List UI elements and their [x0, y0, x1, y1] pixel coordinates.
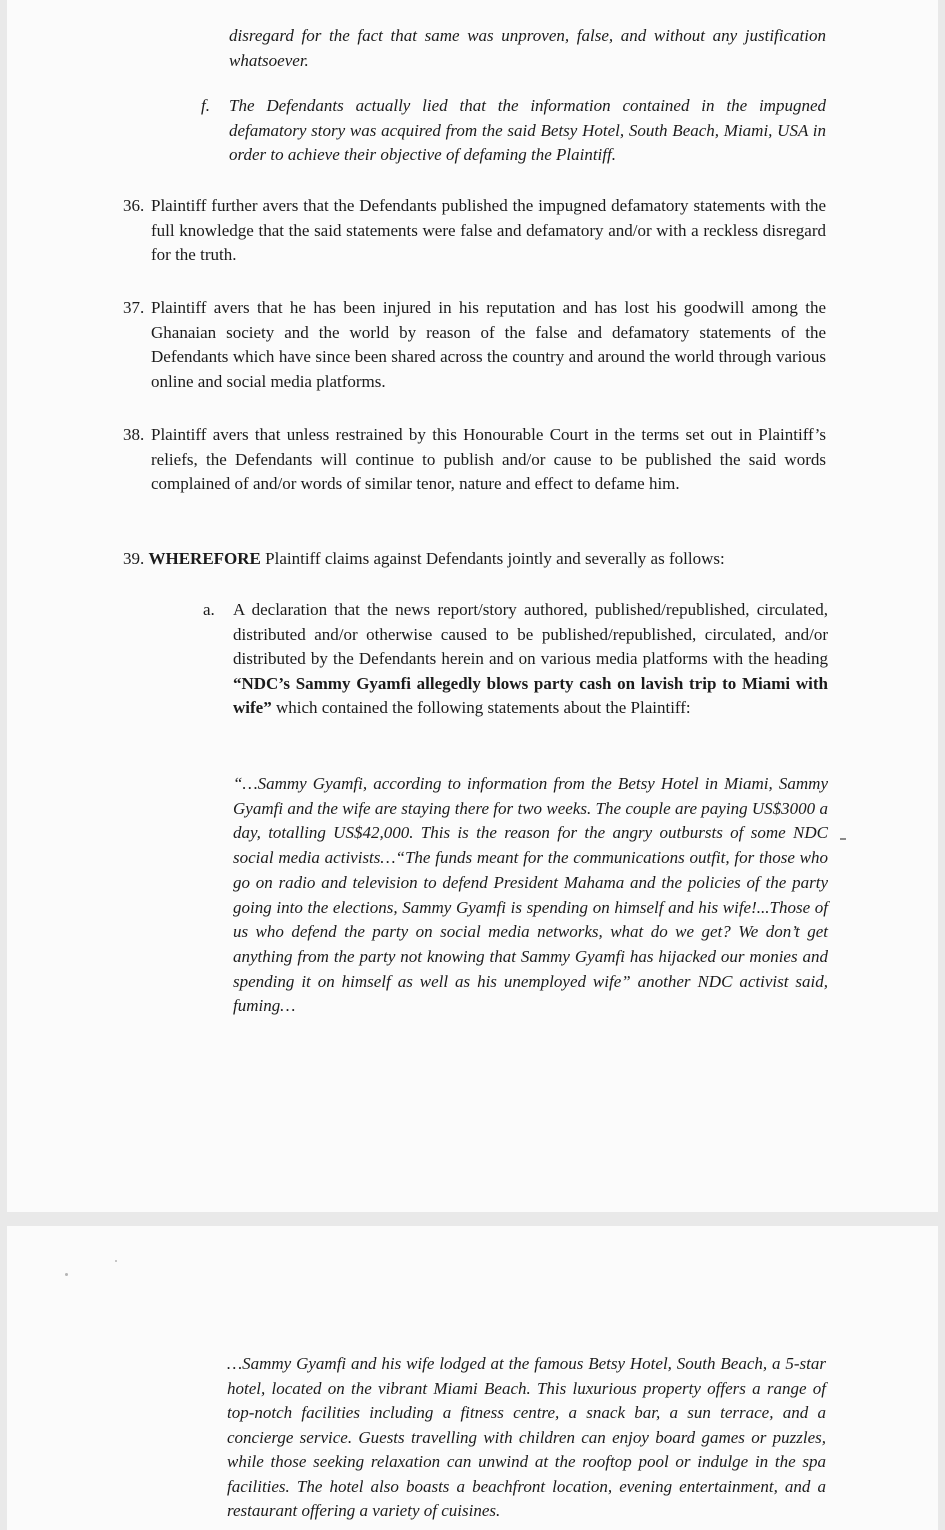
scan-speck: [115, 1260, 117, 1262]
sub-item-a-heading: “NDC’s Sammy Gyamfi allegedly blows party cash on lavish trip to Miami with wife”: [233, 673, 828, 717]
paragraph-36: [123, 194, 826, 268]
hotel-excerpt: [227, 1352, 826, 1524]
sub-item-a: [203, 598, 828, 721]
paragraph-38: [123, 423, 826, 497]
sub-item-f: [197, 94, 826, 168]
scan-speck: [65, 1273, 68, 1276]
continuation-text: [229, 24, 826, 73]
document-page-2: [7, 1226, 938, 1530]
sub-item-a-marker: a.: [203, 600, 215, 619]
paragraph-38-text: Plaintiff avers that unless restrained by this Honourable Court in the terms set out in Plaintiff’s reliefs, the Defendants will continue to publish and/or cause to be published the said words complained of and/or words of similar tenor, nature and effect to defame him.: [151, 425, 826, 493]
paragraph-39-number: 39.: [123, 549, 145, 568]
quoted-excerpt-text: “…Sammy Gyamfi, according to information from the Betsy Hotel in Miami, Sammy Gyamfi and the wife are staying there for two weeks. The couple are paying US$3000 a day, totalling US$42,000. This is the reason for the angry outbursts of some NDC social media activists…“The funds meant for the communications outfit, for those who go on radio and television to defend President Mahama and the policies of the party going into the elections, Sammy Gyamfi is spending on himself and his wife!...Those of us who defend the party on social media networks, what do we get? We don’t get anything from the party not knowing that Sammy Gyamfi has hijacked our monies and spending it on himself as well as his unemployed wife” another NDC activist said, fuming…: [233, 774, 828, 1016]
paragraph-37: [123, 296, 826, 394]
sub-item-f-text: The Defendants actually lied that the information contained in the impugned defamatory story was acquired from the said Betsy Hotel, South Beach, Miami, USA in order to achieve their objective of defaming the Plaintiff.: [229, 96, 826, 164]
sub-item-f-marker: f.: [201, 96, 210, 115]
quoted-excerpt: [233, 772, 828, 1019]
paragraph-36-number: 36.: [123, 196, 145, 215]
paragraph-37-number: 37.: [123, 298, 145, 317]
paragraph-39-lead: WHEREFORE: [148, 549, 261, 568]
paragraph-38-number: 38.: [123, 425, 145, 444]
sub-item-a-text-before: A declaration that the news report/story authored, published/republished, circulated, distributed and/or otherwise caused to be published/republished, circulated, and/or distributed by the Defendants herein and on various media platforms with the heading: [233, 600, 828, 668]
sub-item-a-text-after: which contained the following statements about the Plaintiff:: [275, 698, 691, 717]
paragraph-39: [123, 547, 826, 572]
document-page-1: [7, 0, 938, 1212]
paragraph-39-text: Plaintiff claims against Defendants jointly and severally as follows:: [265, 549, 725, 568]
scan-mark: [840, 838, 846, 840]
continuation-text-content: disregard for the fact that same was unproven, false, and without any justification whatsoever.: [229, 26, 826, 70]
sub-item-a-body: [233, 598, 828, 721]
hotel-excerpt-text: …Sammy Gyamfi and his wife lodged at the famous Betsy Hotel, South Beach, a 5-star hotel, located on the vibrant Miami Beach. This luxurious property offers a range of top-notch facilities including a fitness centre, a snack bar, a sun terrace, and a concierge service. Guests travelling with children can enjoy board games or puzzles, while those seeking relaxation can unwind at the rooftop pool or indulge in the spa facilities. The hotel also boasts a beachfront location, evening entertainment, and a restaurant offering a variety of cuisines.: [227, 1354, 826, 1520]
paragraph-37-text: Plaintiff avers that he has been injured in his reputation and has lost his goodwill among the Ghanaian society and the world by reason of the false and defamatory statements of the Defendants which have since been shared across the country and around the world through various online and social media platforms.: [151, 298, 826, 391]
paragraph-36-text: Plaintiff further avers that the Defendants published the impugned defamatory statements with the full knowledge that the said statements were false and defamatory and/or with a reckless disregard for the truth.: [151, 196, 826, 264]
